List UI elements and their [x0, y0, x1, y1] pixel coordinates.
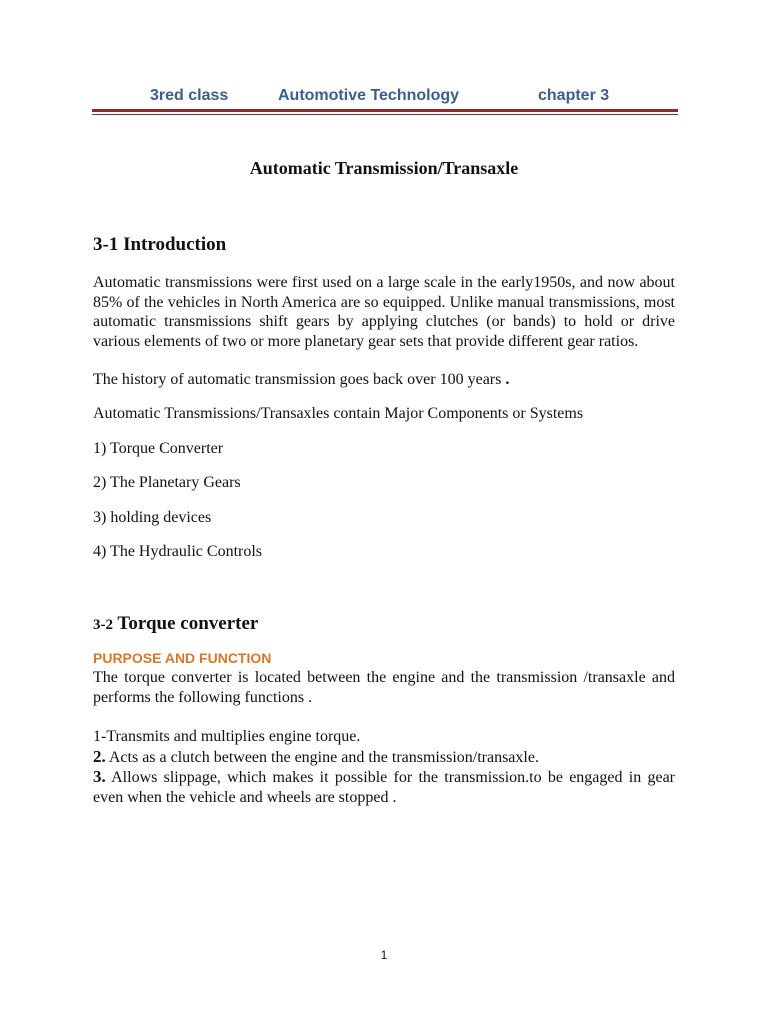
- function-number: 3.: [93, 767, 106, 786]
- function-item: [93, 747, 675, 768]
- component-item: 2) The Planetary Gears: [93, 474, 241, 491]
- history-text: The history of automatic transmission goes back over 100 years: [93, 371, 502, 388]
- function-text: Acts as a clutch between the engine and the transmission/transaxle.: [105, 748, 539, 766]
- section-heading-introduction: 3-1 Introduction: [93, 234, 227, 255]
- header-class-label: 3red class: [150, 87, 229, 104]
- torque-converter-paragraph: The torque converter is located between the engine and the transmission /transaxle and performs the following functions .: [93, 669, 675, 706]
- function-item: [93, 727, 675, 747]
- history-period: .: [505, 371, 510, 388]
- purpose-function-subheading: PURPOSE AND FUNCTION: [93, 650, 272, 666]
- header-chapter-label: chapter 3: [538, 87, 610, 104]
- functions-list: [93, 727, 675, 807]
- section-heading-torque-converter: [93, 613, 258, 635]
- function-number: 2.: [93, 746, 106, 766]
- function-item: [93, 767, 675, 807]
- component-item: 3) holding devices: [93, 509, 212, 526]
- intro-paragraph: Automatic transmissions were first used on a large scale in the early1950s, and now about 85% of the vehicles in North America are so equipped. Unlike manual transmissions, most automatic transmissions shift gears by applying clutches (or bands) to hold or drive various elements of two or more planetary gear sets that provide different gear ratios.: [93, 274, 675, 350]
- component-item: 1) Torque Converter: [93, 440, 224, 457]
- components-intro: Automatic Transmissions/Transaxles contain Major Components or Systems: [93, 405, 584, 422]
- function-text: 1-Transmits and multiplies engine torque.: [93, 728, 361, 745]
- component-item: 4) The Hydraulic Controls: [93, 543, 263, 560]
- page-number: 1: [380, 948, 388, 962]
- section-number: 3-2: [93, 617, 113, 633]
- header-course-title: Automotive Technology: [278, 87, 460, 104]
- history-line: [93, 371, 509, 389]
- function-text: Allows slippage, which makes it possible for the transmission.to be engaged in gear even when the vehicle and wheels are stopped .: [93, 769, 675, 806]
- header-rule-thin: [92, 114, 678, 115]
- section-heading-text: Torque converter: [117, 613, 259, 634]
- document-title: Automatic Transmission/Transaxle: [249, 158, 519, 178]
- header-rule-thick: [92, 109, 678, 112]
